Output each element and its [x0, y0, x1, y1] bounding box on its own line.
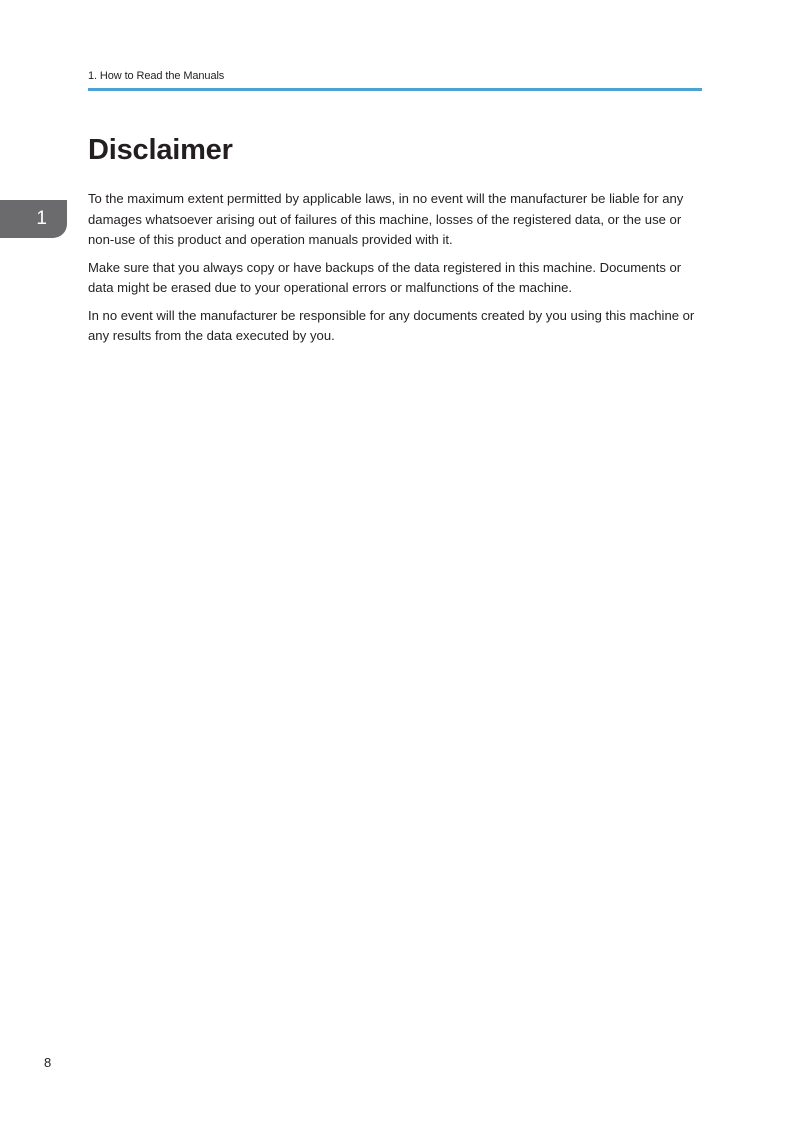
chapter-tab [0, 200, 67, 238]
header-rule [88, 88, 702, 91]
paragraph: In no event will the manufacturer be responsible for any documents created by you using this machine or any results from the data executed by you. [88, 307, 695, 343]
page-title: Disclaimer [88, 134, 233, 166]
page-number: 8 [44, 1055, 52, 1070]
disclaimer-body [88, 189, 702, 354]
paragraph: To the maximum extent permitted by applicable laws, in no event will the manufacturer be liable for any damages whatsoever arising out of failures of this machine, losses of the registered data, or the use or non-use of this product and operation manuals provided with it. [88, 191, 684, 247]
paragraph: Make sure that you always copy or have backups of the data registered in this machine. Documents or data might be erased due to your operational errors or malfunctions of the machine. [88, 259, 682, 295]
chapter-tab-label: 1 [36, 208, 47, 229]
running-header: 1. How to Read the Manuals [88, 70, 225, 82]
